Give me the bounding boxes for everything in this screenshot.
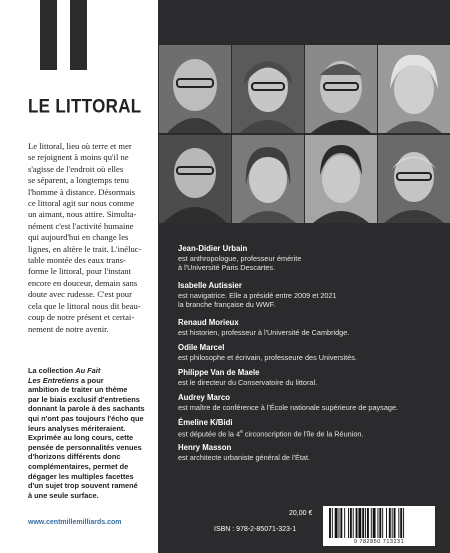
contributor-description: est historien, professeur à l'Université de Cambridge. — [178, 327, 350, 337]
summary-line: un aimant, nous attire. Simulta- — [28, 209, 137, 220]
portrait-photo — [378, 135, 450, 223]
contributor-name: Odile Marcel — [178, 343, 225, 352]
contributor-entry — [178, 418, 438, 438]
description-part: circonscription de l'île de la Réunion. — [242, 428, 364, 438]
portrait-photo-image — [232, 135, 304, 223]
summary-line: lignes, en altère le trait. L'inéluc- — [28, 243, 142, 254]
summary-line: ce littoral agit sur nous comme — [28, 198, 135, 209]
right-panel — [158, 0, 450, 553]
portrait-photo — [159, 45, 231, 133]
contributor-description — [178, 428, 438, 439]
contributor-name: Philippe Van de Maele — [178, 368, 260, 377]
contributor-description: est architecte urbaniste général de l'État. — [178, 452, 311, 462]
summary-line: nément c'est l'activité humaine — [28, 220, 134, 231]
book-title: LE LITTORAL — [28, 95, 142, 117]
contributor-entry — [178, 443, 438, 462]
summary-line: encore en douceur, demain sans — [28, 277, 138, 288]
summary-line: s'agisse de l'endroit où elles — [28, 163, 124, 174]
collection-name-1: Au Fait — [75, 366, 101, 375]
collection-line: Exprimée au long cours, cette — [28, 433, 134, 443]
portrait-photo-image — [159, 135, 231, 223]
summary-line: se séparent, a longtemps tenu — [28, 175, 129, 186]
portrait-photo — [232, 45, 304, 133]
portrait-photo-image — [378, 135, 450, 223]
portrait-photo-image — [305, 45, 377, 133]
contributor-description: est navigatrice. Elle a présidé entre 2009 et 2021 — [178, 290, 337, 300]
portrait-photo — [378, 45, 450, 133]
contributor-entry — [178, 244, 438, 272]
portrait-photo — [305, 45, 377, 133]
collection-line: dégager les multiples facettes — [28, 471, 134, 481]
price-label: 20,00 € — [289, 510, 313, 517]
contributor-description: est anthropologue, professeur émérite — [178, 253, 302, 263]
collection-intro: La collection — [28, 366, 74, 375]
collection-line: d'un sujet trop souvent ramené — [28, 481, 138, 491]
description-part: est députée de la 4 — [178, 428, 241, 438]
contributor-description: est philosophe et écrivain, professeure des Universités. — [178, 352, 357, 362]
left-panel — [0, 0, 158, 553]
contributor-name: Henry Masson — [178, 443, 232, 452]
decorative-bar-right — [70, 0, 87, 70]
barcode — [323, 506, 435, 546]
collection-line: par le biais exclusif d'entretiens — [28, 394, 140, 404]
barcode-number: 9 782850 713231 — [353, 539, 405, 545]
collection-line: qui n'ont pas toujours l'écho que — [28, 413, 144, 423]
isbn-label: ISBN : 978-2-85071-323-1 — [214, 526, 297, 533]
contributor-name: Renaud Morieux — [178, 318, 239, 327]
collection-line: complémentaires, permet de — [28, 461, 129, 471]
summary-line: nement de notre avenir. — [28, 323, 109, 334]
barcode-bars — [327, 508, 431, 540]
summary-line: doute avec rudesse. C'est pour — [28, 289, 132, 300]
portrait-photo — [232, 135, 304, 223]
summary-line: qui aujourd'hui en change les — [28, 232, 129, 243]
collection-line: d'horizons différents donc — [28, 452, 121, 462]
collection-description — [28, 366, 148, 500]
publisher-website-link[interactable]: www.centmillemilliards.com — [28, 519, 122, 526]
summary-line: cela que le littoral nous dit beau- — [28, 300, 141, 311]
portrait-photo — [305, 135, 377, 223]
summary-line: se rejoignent à moins qu'il ne — [28, 152, 129, 163]
description-superscript: e — [240, 428, 243, 435]
summary-line: table montée des eaux trans- — [28, 255, 126, 266]
contributor-entry — [178, 281, 438, 309]
portrait-photo-image — [232, 45, 304, 133]
portrait-photo-image — [159, 45, 231, 133]
contributor-description: est le directeur du Conservatoire du littoral. — [178, 377, 318, 387]
portrait-grid — [158, 45, 450, 225]
contributor-entry — [178, 318, 438, 337]
summary-line: Le littoral, lieu où terre et mer — [28, 141, 132, 151]
contributor-entry — [178, 343, 438, 362]
portrait-photo — [159, 135, 231, 223]
collection-line: leurs analyses mériteraient. — [28, 423, 126, 433]
contributor-description: la branche française du WWF. — [178, 299, 276, 309]
contributor-entry — [178, 368, 438, 387]
portrait-photo-image — [378, 45, 450, 133]
contributor-name: Audrey Marco — [178, 393, 230, 402]
collection-line: ambition de traiter un thème — [28, 385, 128, 395]
collection-line: pensée de personnalités venues — [28, 442, 142, 452]
contributor-description: est maître de conférence à l'École nationale supérieure de paysage. — [178, 402, 399, 412]
collection-line: à une seule surface. — [28, 490, 99, 500]
collection-after-name: a pour — [81, 375, 104, 385]
collection-line: donnant la parole à des sachants — [28, 404, 145, 414]
contributor-name: Émeline K/Bidi — [178, 418, 233, 427]
summary-line: l'homme à distance. Désormais — [28, 186, 136, 197]
decorative-bar-left — [40, 0, 57, 70]
summary-line: coup de notre présent et certai- — [28, 312, 135, 323]
collection-name-2: Les Entretiens — [28, 375, 79, 385]
portrait-photo-image — [305, 135, 377, 223]
contributor-entry — [178, 393, 438, 412]
summary-line: forme le littoral, pour l'instant — [28, 266, 131, 277]
book-summary — [28, 141, 148, 335]
contributor-name: Jean-Didier Urbain — [178, 244, 248, 253]
contributor-name: Isabelle Autissier — [178, 281, 242, 290]
contributor-description: à l'Université Paris Descartes. — [178, 262, 276, 272]
